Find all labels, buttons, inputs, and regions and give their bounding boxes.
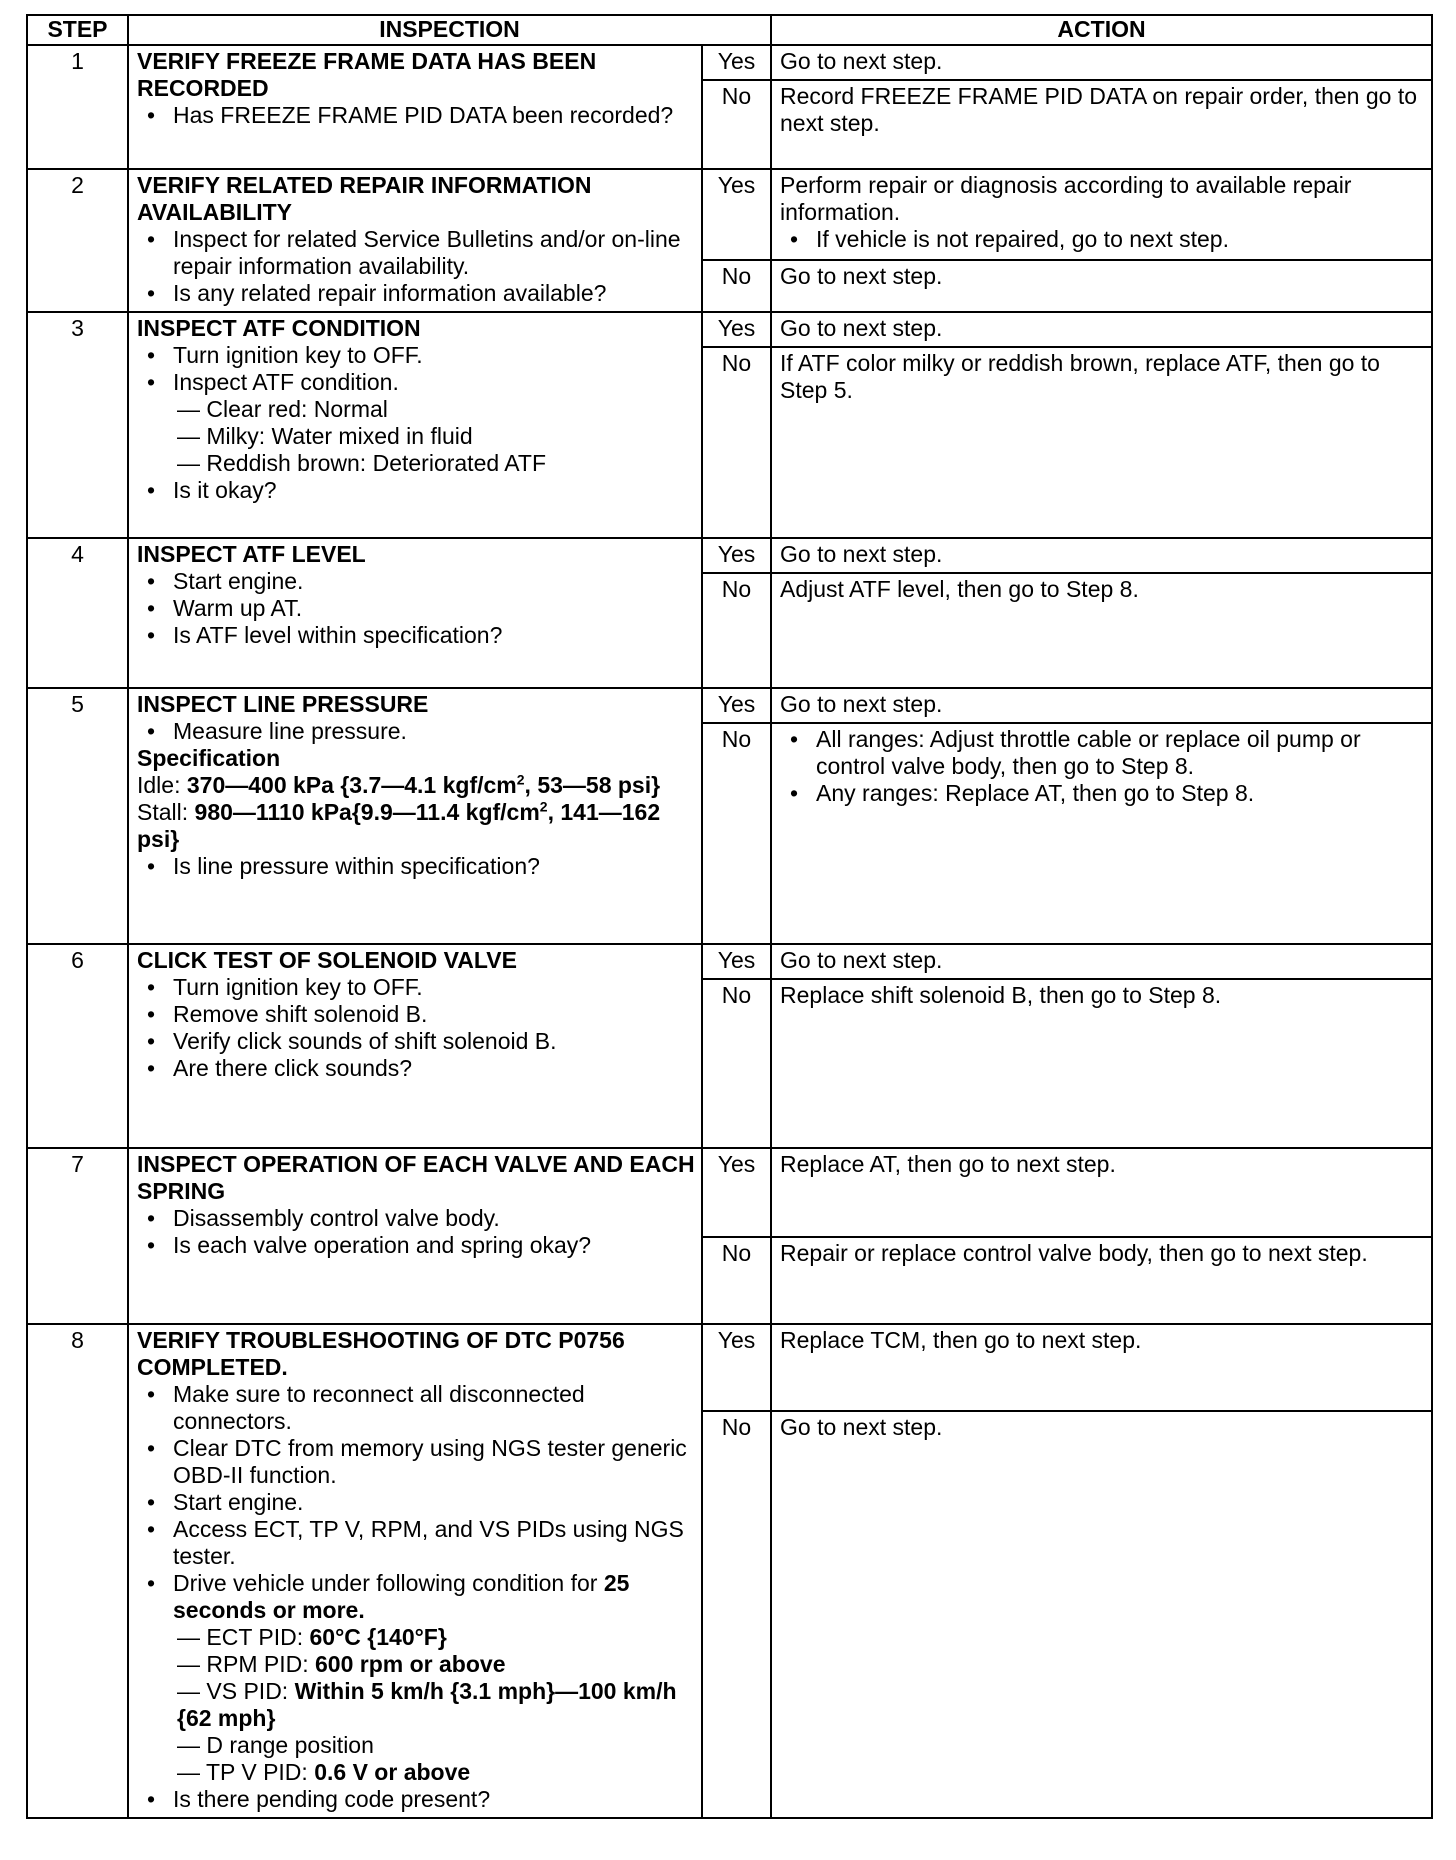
- yes-label: Yes: [702, 1324, 771, 1411]
- inspection-bullet: • Turn ignition key to OFF.: [173, 342, 695, 369]
- step-4-yes-row: [27, 538, 1432, 573]
- no-action: If ATF color milky or reddish brown, replace ATF, then go to Step 5.: [771, 347, 1432, 538]
- inspection-bullet: • Is each valve operation and spring okay?: [173, 1232, 695, 1259]
- no-action: Replace shift solenoid B, then go to Step 8.: [771, 979, 1432, 1148]
- step-number: 4: [27, 538, 128, 688]
- no-label: No: [702, 1411, 771, 1818]
- yes-action: Replace TCM, then go to next step.: [771, 1324, 1432, 1411]
- yes-action-text: Perform repair or diagnosis according to available repair information.: [780, 172, 1352, 225]
- yes-label: Yes: [702, 688, 771, 723]
- no-action-bullet: • All ranges: Adjust throttle cable or replace oil pump or control valve body, then go to Step 8.: [816, 726, 1425, 780]
- specification-heading: Specification: [137, 745, 281, 771]
- step-title: INSPECT ATF LEVEL: [137, 541, 366, 567]
- yes-action: Go to next step.: [771, 45, 1432, 80]
- yes-action: Replace AT, then go to next step.: [771, 1148, 1432, 1237]
- no-action: Adjust ATF level, then go to Step 8.: [771, 573, 1432, 688]
- step-2-inspection: [128, 169, 702, 312]
- yes-action: Go to next step.: [771, 944, 1432, 979]
- stall-value: 980—1110 kPa{9.9—11.4 kgf/$cm^2$, 141—162 psi}: [137, 798, 661, 852]
- step-4-inspection: [128, 538, 702, 688]
- condition-line: — VS PID: Within 5 km/h {3.1 mph}—100 km/h {62 mph}: [177, 1678, 677, 1731]
- yes-action-bullet: • If vehicle is not repaired, go to next step.: [816, 226, 1425, 253]
- no-label: No: [702, 723, 771, 944]
- inspection-bullet: • Is there pending code present?: [173, 1786, 695, 1813]
- idle-spec: [137, 772, 695, 799]
- step-title: INSPECT LINE PRESSURE: [137, 691, 429, 717]
- inspection-bullet: • Clear DTC from memory using NGS tester generic OBD-II function.: [173, 1435, 695, 1489]
- yes-label: Yes: [702, 312, 771, 347]
- inspection-bullet: • Inspect for related Service Bulletins and/or on-line repair information availability.: [173, 226, 695, 280]
- step-title: VERIFY FREEZE FRAME DATA HAS BEEN RECORDED: [137, 48, 597, 101]
- no-label: No: [702, 979, 771, 1148]
- inspection-bullet: • Drive vehicle under following condition for 25 seconds or more.: [173, 1570, 695, 1624]
- condition-line: — Reddish brown: Deteriorated ATF: [177, 450, 547, 476]
- idle-value: 370—400 kPa {3.7—4.1 kgf/$cm^2$, 53—58 psi}: [186, 771, 661, 798]
- header-inspection: INSPECTION: [128, 15, 771, 45]
- step-5-yes-row: [27, 688, 1432, 723]
- step-title: VERIFY TROUBLESHOOTING OF DTC P0756 COMPLETED.: [137, 1327, 625, 1380]
- yes-action: Go to next step.: [771, 312, 1432, 347]
- inspection-bullet: • Inspect ATF condition.: [173, 369, 695, 396]
- inspection-bullet: • Is ATF level within specification?: [173, 622, 695, 649]
- step-5-inspection: [128, 688, 702, 944]
- condition-line: — Milky: Water mixed in fluid: [177, 423, 473, 449]
- yes-label: Yes: [702, 45, 771, 80]
- no-action: Go to next step.: [771, 1411, 1432, 1818]
- no-action-bullet: • Any ranges: Replace AT, then go to Step 8.: [816, 780, 1425, 807]
- condition-line: — ECT PID: 60°C {140°F}: [177, 1624, 447, 1650]
- inspection-bullet: • Are there click sounds?: [173, 1055, 695, 1082]
- step-1-inspection: [128, 45, 702, 169]
- no-label: No: [702, 1237, 771, 1324]
- idle-label: Idle:: [137, 772, 187, 798]
- inspection-bullet: • Verify click sounds of shift solenoid B.: [173, 1028, 695, 1055]
- inspection-bullet: • Is line pressure within specification?: [173, 853, 695, 880]
- step-number: 1: [27, 45, 128, 169]
- step-8-inspection: [128, 1324, 702, 1818]
- inspection-bullet: • Has FREEZE FRAME PID DATA been recorded?: [173, 102, 695, 129]
- diagnostic-table: [26, 14, 1433, 1819]
- inspection-bullet: • Disassembly control valve body.: [173, 1205, 695, 1232]
- inspection-bullet: • Is it okay?: [173, 477, 695, 504]
- stall-spec: [137, 799, 695, 853]
- step-title: CLICK TEST OF SOLENOID VALVE: [137, 947, 517, 973]
- condition-line: — D range position: [177, 1732, 374, 1758]
- condition-line: — Clear red: Normal: [177, 396, 388, 422]
- step-3-inspection: [128, 312, 702, 538]
- inspection-bullet: • Remove shift solenoid B.: [173, 1001, 695, 1028]
- inspection-bullet: • Start engine.: [173, 1489, 695, 1516]
- no-label: No: [702, 260, 771, 312]
- inspection-bullet: • Access ECT, TP V, RPM, and VS PIDs using NGS tester.: [173, 1516, 695, 1570]
- header-action: ACTION: [771, 15, 1432, 45]
- no-label: No: [702, 347, 771, 538]
- header-step: STEP: [27, 15, 128, 45]
- inspection-bullet: • Turn ignition key to OFF.: [173, 974, 695, 1001]
- table-header-row: [27, 15, 1432, 45]
- step-number: 7: [27, 1148, 128, 1324]
- condition-line: — RPM PID: 600 rpm or above: [177, 1651, 506, 1677]
- step-6-inspection: [128, 944, 702, 1148]
- step-number: 8: [27, 1324, 128, 1818]
- no-label: No: [702, 573, 771, 688]
- yes-label: Yes: [702, 944, 771, 979]
- yes-label: Yes: [702, 538, 771, 573]
- step-number: 2: [27, 169, 128, 312]
- inspection-bullet: • Make sure to reconnect all disconnected connectors.: [173, 1381, 695, 1435]
- stall-label: Stall:: [137, 799, 195, 825]
- condition-line: — TP V PID: 0.6 V or above: [177, 1759, 471, 1785]
- no-action: Go to next step.: [771, 260, 1432, 312]
- yes-action: Go to next step.: [771, 538, 1432, 573]
- yes-label: Yes: [702, 1148, 771, 1237]
- inspection-bullet: • Measure line pressure.: [173, 718, 695, 745]
- step-title: INSPECT ATF CONDITION: [137, 315, 421, 341]
- step-2-yes-row: [27, 169, 1432, 260]
- yes-label: Yes: [702, 169, 771, 260]
- step-1-yes-row: [27, 45, 1432, 80]
- step-6-yes-row: [27, 944, 1432, 979]
- step-number: 3: [27, 312, 128, 538]
- yes-action: [771, 169, 1432, 260]
- no-action: Record FREEZE FRAME PID DATA on repair order, then go to next step.: [771, 80, 1432, 169]
- yes-action: Go to next step.: [771, 688, 1432, 723]
- inspection-bullet: • Is any related repair information available?: [173, 280, 695, 307]
- step-7-inspection: [128, 1148, 702, 1324]
- step-number: 5: [27, 688, 128, 944]
- step-title: INSPECT OPERATION OF EACH VALVE AND EACH SPRING: [137, 1151, 695, 1204]
- step-3-yes-row: [27, 312, 1432, 347]
- no-action: Repair or replace control valve body, then go to next step.: [771, 1237, 1432, 1324]
- step-7-yes-row: [27, 1148, 1432, 1237]
- step-number: 6: [27, 944, 128, 1148]
- step-title: VERIFY RELATED REPAIR INFORMATION AVAILABILITY: [137, 172, 592, 225]
- no-label: No: [702, 80, 771, 169]
- inspection-bullet: • Warm up AT.: [173, 595, 695, 622]
- no-action: [771, 723, 1432, 944]
- inspection-bullet: • Start engine.: [173, 568, 695, 595]
- step-8-yes-row: [27, 1324, 1432, 1411]
